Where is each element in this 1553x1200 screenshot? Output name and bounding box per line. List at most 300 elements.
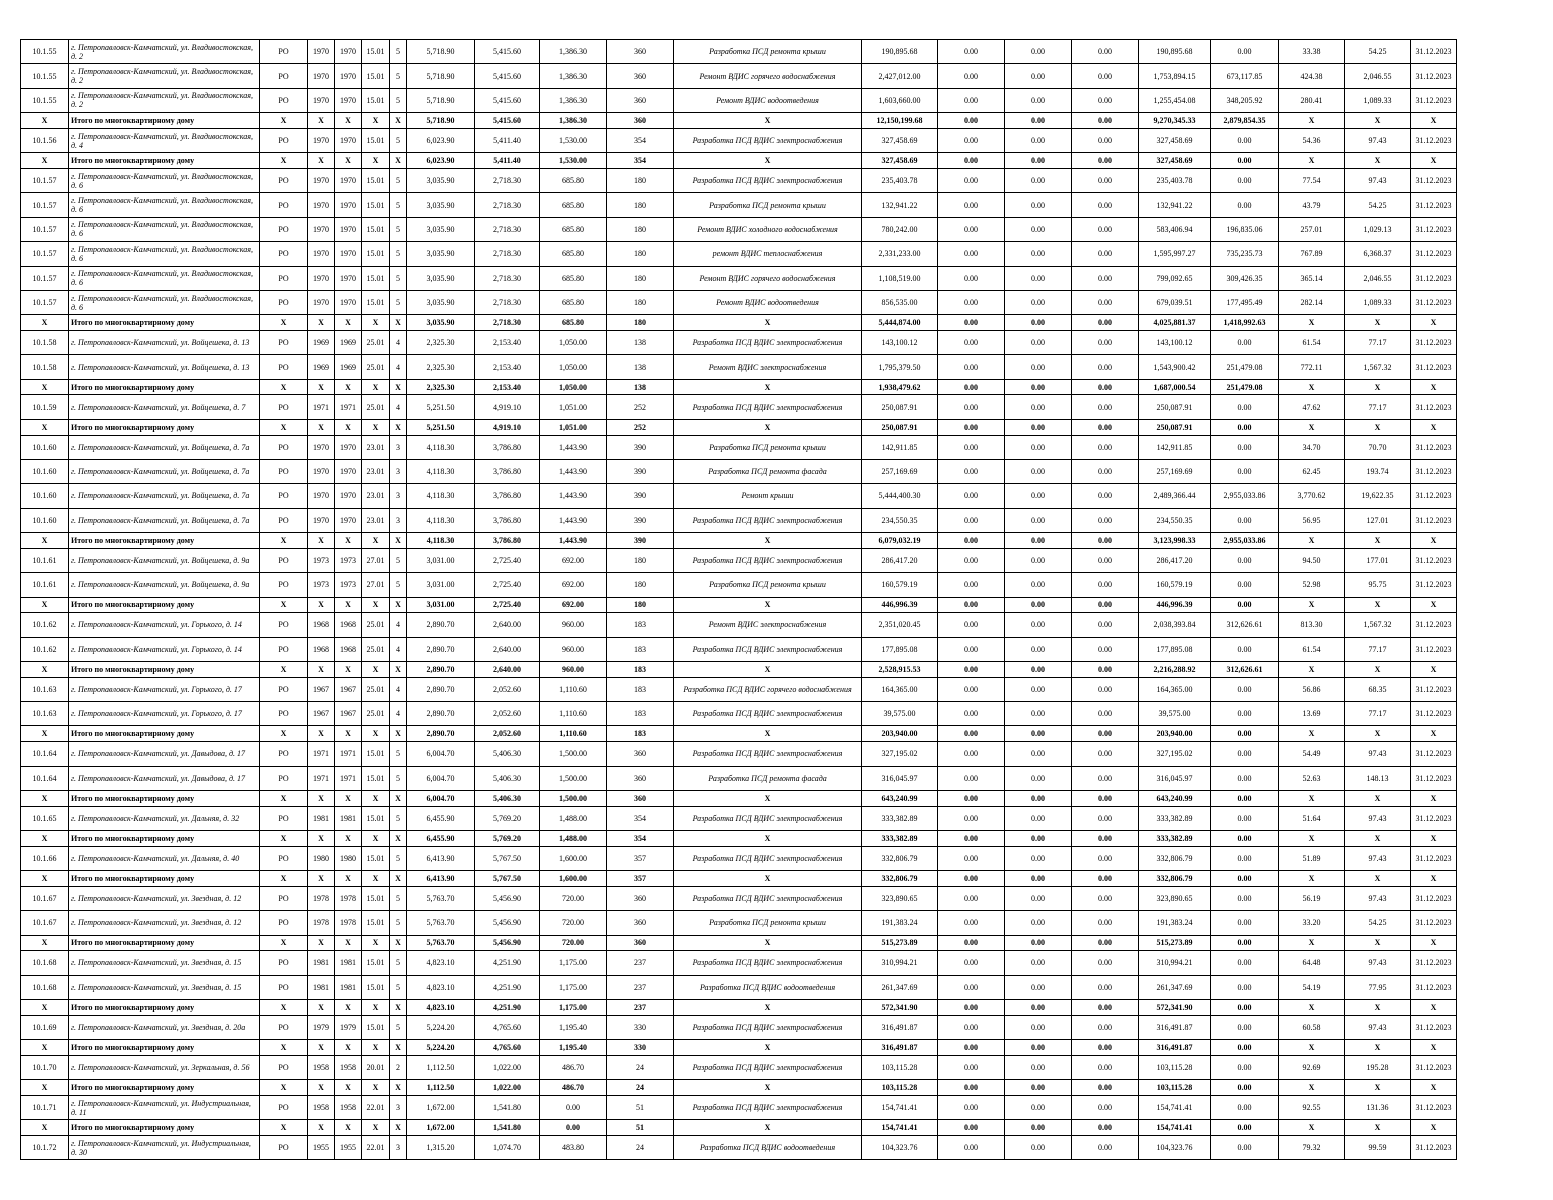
regional-funds-cell: 0.00	[1005, 435, 1072, 459]
table-row	[21, 168, 1457, 192]
floors-cell: 2	[390, 1055, 407, 1079]
work-type-cell: X	[674, 419, 862, 435]
owner-funds-cell: 257,169.69	[1139, 459, 1211, 483]
regional-funds-cell: 0.00	[1005, 831, 1072, 847]
owner-funds-cell: 164,365.00	[1139, 677, 1211, 701]
floors-cell: 3	[390, 1135, 407, 1159]
construction-year-cell: 1978	[335, 911, 362, 935]
address-cell: г. Петропавловск-Камчатский, ул. Владивостокская, д. 6	[69, 290, 260, 314]
category-cell: РО	[260, 88, 308, 112]
table-row	[21, 886, 1457, 910]
total-area-cell: 2,890.70	[407, 677, 475, 701]
wall-material-cell: 15.01	[362, 242, 390, 266]
table-row	[21, 266, 1457, 290]
other-funds-cell: 673,117.85	[1211, 64, 1279, 88]
total-cost-cell: 154,741.41	[862, 1095, 938, 1119]
table-row	[21, 975, 1457, 999]
municipal-funds-cell: 0.00	[1072, 1055, 1139, 1079]
nonliving-area-cell: 1,110.60	[540, 702, 607, 726]
nonliving-area-cell: 486.70	[540, 1080, 607, 1096]
residents-cell: 183	[607, 726, 674, 742]
construction-year-cell: X	[335, 726, 362, 742]
total-area-cell: 4,118.30	[407, 435, 475, 459]
floors-cell: 3	[390, 459, 407, 483]
address-cell: г. Петропавловск-Камчатский, ул. Войцешека, д. 7	[69, 395, 260, 419]
commissioning-year-cell: 1978	[308, 911, 335, 935]
living-area-cell: 5,767.50	[475, 846, 540, 870]
owner-funds-cell: 1,687,000.54	[1139, 379, 1211, 395]
category-cell: РО	[260, 1135, 308, 1159]
total-area-cell: 4,823.10	[407, 975, 475, 999]
commissioning-year-cell: 1970	[308, 64, 335, 88]
total-cost-cell: 103,115.28	[862, 1055, 938, 1079]
total-area-cell: 2,890.70	[407, 726, 475, 742]
table-row	[21, 702, 1457, 726]
residents-cell: 138	[607, 379, 674, 395]
owner-funds-cell: 154,741.41	[1139, 1095, 1211, 1119]
total-cost-cell: 327,458.69	[862, 153, 938, 169]
owner-funds-cell: 643,240.99	[1139, 790, 1211, 806]
total-cost-cell: 39,575.00	[862, 702, 938, 726]
other-funds-cell: 0.00	[1211, 637, 1279, 661]
total-row	[21, 831, 1457, 847]
work-type-cell: X	[674, 113, 862, 129]
item-number-cell: X	[21, 153, 69, 169]
other-funds-cell: 0.00	[1211, 742, 1279, 766]
regional-funds-cell: 0.00	[1005, 1095, 1072, 1119]
completion-date-cell: X	[1411, 726, 1457, 742]
completion-date-cell: 31.12.2023	[1411, 677, 1457, 701]
residents-cell: 360	[607, 40, 674, 64]
residents-cell: 357	[607, 871, 674, 887]
item-number-cell: 10.1.68	[21, 951, 69, 975]
address-cell: Итого по многоквартирному дому	[69, 726, 260, 742]
wall-material-cell: 23.01	[362, 508, 390, 532]
wall-material-cell: 15.01	[362, 266, 390, 290]
living-area-cell: 5,406.30	[475, 766, 540, 790]
wall-material-cell: 22.01	[362, 1095, 390, 1119]
unit-cost-cell: 62.45	[1279, 459, 1345, 483]
wall-material-cell: X	[362, 153, 390, 169]
total-area-cell: 2,325.30	[407, 379, 475, 395]
federal-funds-cell: 0.00	[938, 64, 1005, 88]
residents-cell: 24	[607, 1055, 674, 1079]
living-area-cell: 3,786.80	[475, 484, 540, 508]
federal-funds-cell: 0.00	[938, 597, 1005, 613]
residents-cell: 237	[607, 951, 674, 975]
wall-material-cell: X	[362, 790, 390, 806]
municipal-funds-cell: 0.00	[1072, 193, 1139, 217]
total-cost-cell: 190,895.68	[862, 40, 938, 64]
commissioning-year-cell: X	[308, 379, 335, 395]
nonliving-area-cell: 1,600.00	[540, 871, 607, 887]
municipal-funds-cell: 0.00	[1072, 459, 1139, 483]
limit-cost-cell: 77.17	[1345, 702, 1411, 726]
nonliving-area-cell: 1,488.00	[540, 806, 607, 830]
category-cell: РО	[260, 1095, 308, 1119]
nonliving-area-cell: 1,386.30	[540, 113, 607, 129]
commissioning-year-cell: 1968	[308, 637, 335, 661]
unit-cost-cell: 33.20	[1279, 911, 1345, 935]
nonliving-area-cell: 692.00	[540, 573, 607, 597]
address-cell: г. Петропавловск-Камчатский, ул. Владивостокская, д. 6	[69, 168, 260, 192]
commissioning-year-cell: X	[308, 1080, 335, 1096]
construction-year-cell: 1968	[335, 637, 362, 661]
completion-date-cell: X	[1411, 1080, 1457, 1096]
commissioning-year-cell: X	[308, 1040, 335, 1056]
federal-funds-cell: 0.00	[938, 790, 1005, 806]
unit-cost-cell: X	[1279, 419, 1345, 435]
total-cost-cell: 333,382.89	[862, 806, 938, 830]
floors-cell: 4	[390, 613, 407, 637]
nonliving-area-cell: 1,051.00	[540, 395, 607, 419]
wall-material-cell: 22.01	[362, 1135, 390, 1159]
municipal-funds-cell: 0.00	[1072, 1135, 1139, 1159]
address-cell: Итого по многоквартирному дому	[69, 1120, 260, 1136]
municipal-funds-cell: 0.00	[1072, 290, 1139, 314]
living-area-cell: 2,153.40	[475, 379, 540, 395]
commissioning-year-cell: 1970	[308, 193, 335, 217]
wall-material-cell: 27.01	[362, 548, 390, 572]
total-row	[21, 1120, 1457, 1136]
regional-funds-cell: 0.00	[1005, 1080, 1072, 1096]
construction-year-cell: X	[335, 662, 362, 678]
completion-date-cell: 31.12.2023	[1411, 806, 1457, 830]
construction-year-cell: X	[335, 935, 362, 951]
other-funds-cell: 0.00	[1211, 395, 1279, 419]
nonliving-area-cell: 1,443.90	[540, 459, 607, 483]
limit-cost-cell: 97.43	[1345, 886, 1411, 910]
construction-year-cell: X	[335, 315, 362, 331]
federal-funds-cell: 0.00	[938, 153, 1005, 169]
commissioning-year-cell: 1958	[308, 1055, 335, 1079]
nonliving-area-cell: 692.00	[540, 548, 607, 572]
unit-cost-cell: X	[1279, 315, 1345, 331]
address-cell: г. Петропавловск-Камчатский, ул. Владивостокская, д. 6	[69, 193, 260, 217]
floors-cell: 4	[390, 637, 407, 661]
item-number-cell: 10.1.55	[21, 40, 69, 64]
commissioning-year-cell: X	[308, 871, 335, 887]
limit-cost-cell: X	[1345, 831, 1411, 847]
floors-cell: 5	[390, 266, 407, 290]
completion-date-cell: 31.12.2023	[1411, 435, 1457, 459]
nonliving-area-cell: 692.00	[540, 597, 607, 613]
work-type-cell: Разработка ПСД ВДИС электроснабжения	[674, 637, 862, 661]
total-area-cell: 5,251.50	[407, 419, 475, 435]
floors-cell: X	[390, 790, 407, 806]
commissioning-year-cell: 1970	[308, 217, 335, 241]
construction-year-cell: 1970	[335, 128, 362, 152]
wall-material-cell: 15.01	[362, 290, 390, 314]
table-row	[21, 435, 1457, 459]
regional-funds-cell: 0.00	[1005, 533, 1072, 549]
commissioning-year-cell: X	[308, 597, 335, 613]
limit-cost-cell: 1,567.32	[1345, 355, 1411, 379]
floors-cell: 5	[390, 1015, 407, 1039]
nonliving-area-cell: 1,500.00	[540, 790, 607, 806]
other-funds-cell: 0.00	[1211, 40, 1279, 64]
unit-cost-cell: 365.14	[1279, 266, 1345, 290]
construction-year-cell: X	[335, 871, 362, 887]
address-cell: г. Петропавловск-Камчатский, ул. Войцешека, д. 7а	[69, 435, 260, 459]
floors-cell: X	[390, 419, 407, 435]
residents-cell: 180	[607, 597, 674, 613]
address-cell: Итого по многоквартирному дому	[69, 662, 260, 678]
nonliving-area-cell: 685.80	[540, 315, 607, 331]
completion-date-cell: 31.12.2023	[1411, 242, 1457, 266]
limit-cost-cell: X	[1345, 1080, 1411, 1096]
wall-material-cell: X	[362, 662, 390, 678]
living-area-cell: 2,052.60	[475, 677, 540, 701]
completion-date-cell: X	[1411, 935, 1457, 951]
regional-funds-cell: 0.00	[1005, 871, 1072, 887]
regional-funds-cell: 0.00	[1005, 330, 1072, 354]
regional-funds-cell: 0.00	[1005, 790, 1072, 806]
owner-funds-cell: 2,038,393.84	[1139, 613, 1211, 637]
limit-cost-cell: 148.13	[1345, 766, 1411, 790]
completion-date-cell: X	[1411, 790, 1457, 806]
completion-date-cell: 31.12.2023	[1411, 975, 1457, 999]
nonliving-area-cell: 685.80	[540, 217, 607, 241]
work-type-cell: X	[674, 315, 862, 331]
category-cell: РО	[260, 975, 308, 999]
completion-date-cell: X	[1411, 533, 1457, 549]
living-area-cell: 5,769.20	[475, 806, 540, 830]
construction-year-cell: 1971	[335, 742, 362, 766]
living-area-cell: 3,786.80	[475, 508, 540, 532]
limit-cost-cell: 97.43	[1345, 1015, 1411, 1039]
residents-cell: 183	[607, 637, 674, 661]
other-funds-cell: 196,835.06	[1211, 217, 1279, 241]
item-number-cell: 10.1.60	[21, 508, 69, 532]
regional-funds-cell: 0.00	[1005, 40, 1072, 64]
owner-funds-cell: 154,741.41	[1139, 1120, 1211, 1136]
floors-cell: X	[390, 662, 407, 678]
other-funds-cell: 0.00	[1211, 806, 1279, 830]
nonliving-area-cell: 685.80	[540, 168, 607, 192]
category-cell: X	[260, 1080, 308, 1096]
regional-funds-cell: 0.00	[1005, 315, 1072, 331]
owner-funds-cell: 261,347.69	[1139, 975, 1211, 999]
commissioning-year-cell: 1979	[308, 1015, 335, 1039]
table-row	[21, 1055, 1457, 1079]
federal-funds-cell: 0.00	[938, 113, 1005, 129]
table-row	[21, 846, 1457, 870]
wall-material-cell: 23.01	[362, 484, 390, 508]
limit-cost-cell: 97.43	[1345, 951, 1411, 975]
unit-cost-cell: 767.89	[1279, 242, 1345, 266]
completion-date-cell: 31.12.2023	[1411, 128, 1457, 152]
completion-date-cell: X	[1411, 831, 1457, 847]
regional-funds-cell: 0.00	[1005, 379, 1072, 395]
floors-cell: 4	[390, 395, 407, 419]
construction-year-cell: 1970	[335, 290, 362, 314]
work-type-cell: Разработка ПСД ремонта крыши	[674, 40, 862, 64]
commissioning-year-cell: X	[308, 726, 335, 742]
work-type-cell: Разработка ПСД ВДИС электроснабжения	[674, 1055, 862, 1079]
nonliving-area-cell: 1,175.00	[540, 1000, 607, 1016]
other-funds-cell: 177,495.49	[1211, 290, 1279, 314]
total-row	[21, 1040, 1457, 1056]
total-row	[21, 1000, 1457, 1016]
work-type-cell: Разработка ПСД ВДИС электроснабжения	[674, 128, 862, 152]
nonliving-area-cell: 720.00	[540, 886, 607, 910]
wall-material-cell: X	[362, 315, 390, 331]
federal-funds-cell: 0.00	[938, 508, 1005, 532]
total-row	[21, 1080, 1457, 1096]
construction-year-cell: X	[335, 533, 362, 549]
floors-cell: X	[390, 533, 407, 549]
work-type-cell: X	[674, 1000, 862, 1016]
item-number-cell: X	[21, 379, 69, 395]
item-number-cell: 10.1.64	[21, 742, 69, 766]
work-type-cell: Разработка ПСД ремонта фасада	[674, 766, 862, 790]
wall-material-cell: 25.01	[362, 677, 390, 701]
work-type-cell: Ремонт крыши	[674, 484, 862, 508]
nonliving-area-cell: 1,050.00	[540, 330, 607, 354]
federal-funds-cell: 0.00	[938, 637, 1005, 661]
other-funds-cell: 0.00	[1211, 790, 1279, 806]
table-row	[21, 806, 1457, 830]
address-cell: Итого по многоквартирному дому	[69, 1040, 260, 1056]
residents-cell: 360	[607, 935, 674, 951]
municipal-funds-cell: 0.00	[1072, 846, 1139, 870]
municipal-funds-cell: 0.00	[1072, 1015, 1139, 1039]
unit-cost-cell: X	[1279, 533, 1345, 549]
nonliving-area-cell: 1,195.40	[540, 1015, 607, 1039]
category-cell: РО	[260, 613, 308, 637]
completion-date-cell: 31.12.2023	[1411, 702, 1457, 726]
category-cell: X	[260, 315, 308, 331]
nonliving-area-cell: 1,195.40	[540, 1040, 607, 1056]
work-type-cell: Разработка ПСД ВДИС электроснабжения	[674, 886, 862, 910]
living-area-cell: 2,718.30	[475, 266, 540, 290]
completion-date-cell: 31.12.2023	[1411, 637, 1457, 661]
owner-funds-cell: 332,806.79	[1139, 871, 1211, 887]
work-type-cell: Разработка ПСД ВДИС электроснабжения	[674, 702, 862, 726]
item-number-cell: X	[21, 1000, 69, 1016]
construction-year-cell: 1971	[335, 395, 362, 419]
completion-date-cell: 31.12.2023	[1411, 217, 1457, 241]
total-cost-cell: 2,351,020.45	[862, 613, 938, 637]
wall-material-cell: X	[362, 113, 390, 129]
municipal-funds-cell: 0.00	[1072, 40, 1139, 64]
regional-funds-cell: 0.00	[1005, 597, 1072, 613]
address-cell: г. Петропавловск-Камчатский, ул. Войцешека, д. 9а	[69, 573, 260, 597]
residents-cell: 180	[607, 266, 674, 290]
total-cost-cell: 572,341.90	[862, 1000, 938, 1016]
item-number-cell: 10.1.62	[21, 613, 69, 637]
living-area-cell: 5,406.30	[475, 742, 540, 766]
work-type-cell: X	[674, 726, 862, 742]
construction-year-cell: 1970	[335, 193, 362, 217]
address-cell: г. Петропавловск-Камчатский, ул. Индустриальная, д. 30	[69, 1135, 260, 1159]
work-type-cell: X	[674, 935, 862, 951]
total-area-cell: 4,118.30	[407, 508, 475, 532]
wall-material-cell: 20.01	[362, 1055, 390, 1079]
unit-cost-cell: X	[1279, 113, 1345, 129]
table-row	[21, 766, 1457, 790]
item-number-cell: 10.1.65	[21, 806, 69, 830]
living-area-cell: 2,725.40	[475, 597, 540, 613]
other-funds-cell: 0.00	[1211, 831, 1279, 847]
owner-funds-cell: 286,417.20	[1139, 548, 1211, 572]
nonliving-area-cell: 1,530.00	[540, 153, 607, 169]
wall-material-cell: X	[362, 871, 390, 887]
federal-funds-cell: 0.00	[938, 484, 1005, 508]
living-area-cell: 4,919.10	[475, 395, 540, 419]
wall-material-cell: 15.01	[362, 217, 390, 241]
regional-funds-cell: 0.00	[1005, 113, 1072, 129]
construction-year-cell: 1981	[335, 975, 362, 999]
category-cell: X	[260, 419, 308, 435]
completion-date-cell: 31.12.2023	[1411, 193, 1457, 217]
completion-date-cell: 31.12.2023	[1411, 846, 1457, 870]
federal-funds-cell: 0.00	[938, 459, 1005, 483]
commissioning-year-cell: 1970	[308, 40, 335, 64]
completion-date-cell: 31.12.2023	[1411, 911, 1457, 935]
municipal-funds-cell: 0.00	[1072, 1095, 1139, 1119]
other-funds-cell: 0.00	[1211, 168, 1279, 192]
residents-cell: 180	[607, 242, 674, 266]
construction-year-cell: X	[335, 1080, 362, 1096]
construction-year-cell: 1970	[335, 459, 362, 483]
total-area-cell: 3,035.90	[407, 217, 475, 241]
work-type-cell: Разработка ПСД ВДИС электроснабжения	[674, 330, 862, 354]
table-row	[21, 290, 1457, 314]
regional-funds-cell: 0.00	[1005, 128, 1072, 152]
total-cost-cell: 103,115.28	[862, 1080, 938, 1096]
residents-cell: 180	[607, 290, 674, 314]
regional-funds-cell: 0.00	[1005, 419, 1072, 435]
federal-funds-cell: 0.00	[938, 128, 1005, 152]
living-area-cell: 2,640.00	[475, 613, 540, 637]
residents-cell: 180	[607, 548, 674, 572]
limit-cost-cell: 54.25	[1345, 911, 1411, 935]
item-number-cell: 10.1.60	[21, 484, 69, 508]
work-type-cell: Разработка ПСД ВДИС горячего водоснабжения	[674, 677, 862, 701]
floors-cell: 5	[390, 886, 407, 910]
other-funds-cell: 0.00	[1211, 951, 1279, 975]
table-row	[21, 742, 1457, 766]
nonliving-area-cell: 1,386.30	[540, 64, 607, 88]
regional-funds-cell: 0.00	[1005, 573, 1072, 597]
nonliving-area-cell: 685.80	[540, 193, 607, 217]
address-cell: г. Петропавловск-Камчатский, ул. Звездная, д. 12	[69, 886, 260, 910]
living-area-cell: 5,415.60	[475, 64, 540, 88]
limit-cost-cell: 193.74	[1345, 459, 1411, 483]
nonliving-area-cell: 1,443.90	[540, 533, 607, 549]
commissioning-year-cell: X	[308, 831, 335, 847]
limit-cost-cell: 77.17	[1345, 637, 1411, 661]
owner-funds-cell: 1,255,454.08	[1139, 88, 1211, 112]
limit-cost-cell: X	[1345, 597, 1411, 613]
address-cell: г. Петропавловск-Камчатский, ул. Горького, д. 14	[69, 613, 260, 637]
construction-year-cell: 1970	[335, 508, 362, 532]
other-funds-cell: 312,626.61	[1211, 662, 1279, 678]
category-cell: РО	[260, 548, 308, 572]
table-row	[21, 128, 1457, 152]
limit-cost-cell: X	[1345, 935, 1411, 951]
item-number-cell: X	[21, 1080, 69, 1096]
other-funds-cell: 0.00	[1211, 419, 1279, 435]
item-number-cell: X	[21, 726, 69, 742]
living-area-cell: 2,718.30	[475, 290, 540, 314]
nonliving-area-cell: 1,050.00	[540, 379, 607, 395]
category-cell: X	[260, 1000, 308, 1016]
completion-date-cell: 31.12.2023	[1411, 168, 1457, 192]
work-type-cell: Разработка ПСД ВДИС электроснабжения	[674, 1095, 862, 1119]
